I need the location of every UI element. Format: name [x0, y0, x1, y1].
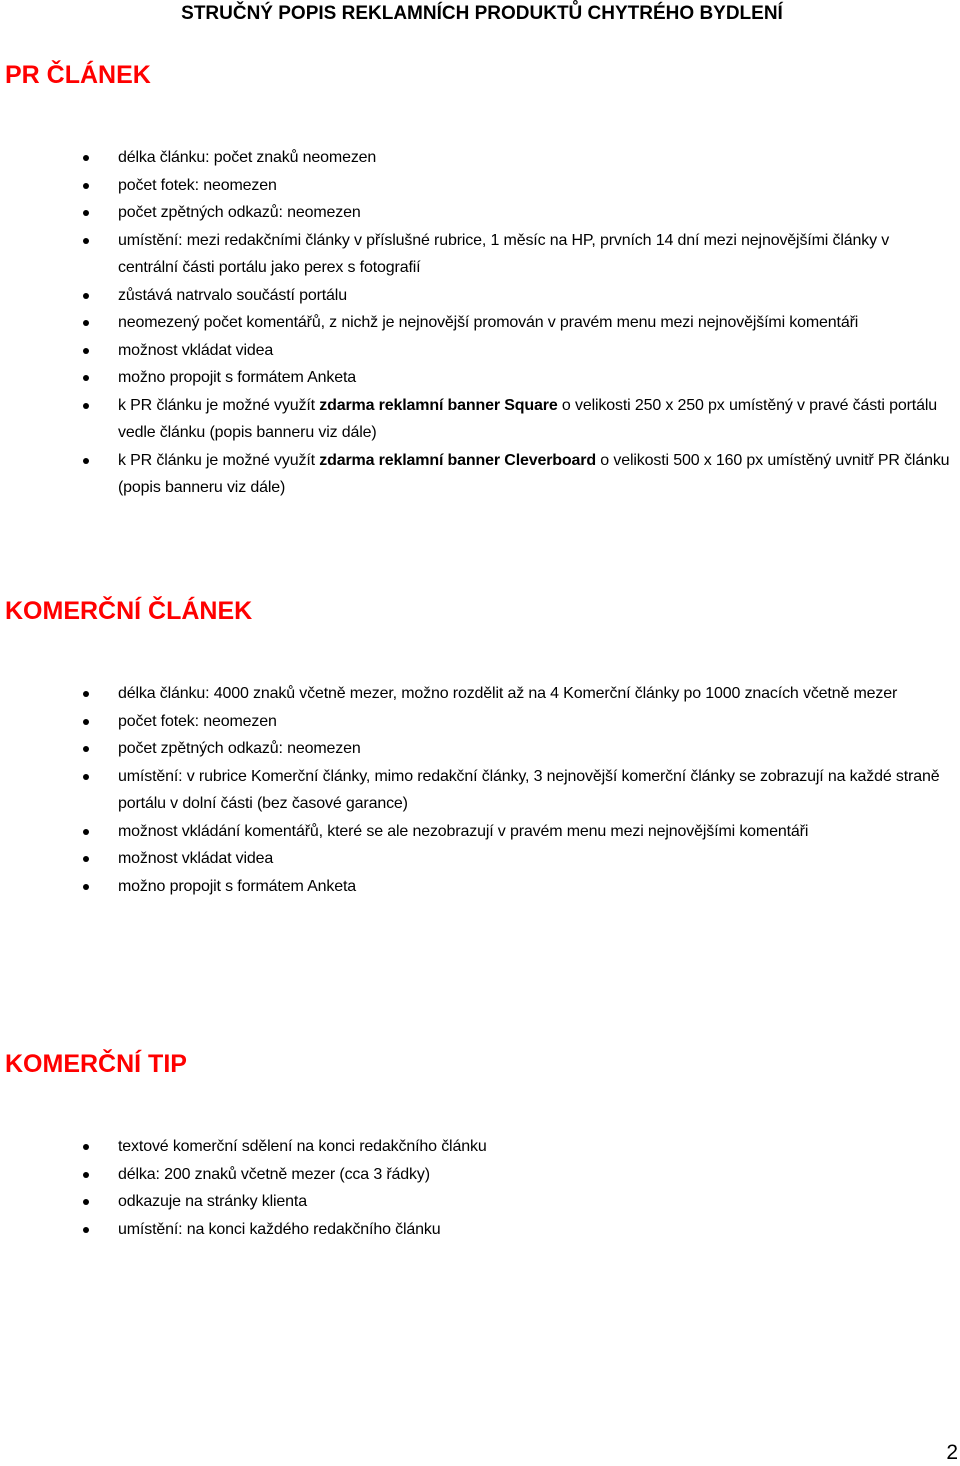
- list-item-text: umístění: mezi redakčními články v příslušné rubrice, 1 měsíc na HP, prvních 14 dní mezi nejnovějšími články v centrální části portálu jako perex s fotografií: [118, 231, 890, 276]
- list-item-banner-square: [0, 392, 960, 447]
- list-item-text: možnost vkládat videa: [118, 850, 274, 867]
- bullet-icon: [83, 348, 89, 354]
- list-item-text: možnost vkládat videa: [118, 341, 274, 359]
- section-heading-commercial-article: KOMERČNÍ ČLÁNEK: [5, 597, 253, 625]
- list-item-text: počet zpětných odkazů: neomezen: [118, 740, 361, 757]
- list-item: [0, 1216, 960, 1244]
- bullet-icon: [83, 856, 89, 862]
- banner-cleverboard-text-before: k PR článku je možné využít: [118, 451, 320, 469]
- banner-cleverboard-text-after: o velikosti 500 x 160 px umístěný uvnitř PR článku (popis banneru viz dále): [118, 451, 950, 496]
- list-item: [0, 227, 960, 282]
- bullet-icon: [83, 774, 89, 780]
- list-item: [0, 1133, 960, 1161]
- list-item-text: počet zpětných odkazů: neomezen: [118, 204, 361, 221]
- bullet-icon: [83, 884, 89, 890]
- section-heading-commercial-tip: KOMERČNÍ TIP: [5, 1050, 187, 1078]
- list-item: [0, 1161, 960, 1189]
- section-heading-pr-article: PR ČLÁNEK: [5, 61, 151, 89]
- commercial-tip-list: [0, 1133, 960, 1243]
- bullet-icon: [83, 1172, 89, 1178]
- list-item: [0, 763, 960, 818]
- list-item-text: možnost vkládání komentářů, které se ale nezobrazují v pravém menu mezi nejnovějšími komentáři: [118, 822, 809, 840]
- section-commercial-article: [0, 596, 960, 900]
- list-item-text: umístění: v rubrice Komerční články, mimo redakční články, 3 nejnovější komerční články se zobrazují na každé straně portálu v dolní části (bez časové garance): [118, 767, 940, 812]
- bullet-icon: [83, 320, 89, 326]
- bullet-icon: [83, 829, 89, 835]
- bullet-icon: [83, 1144, 89, 1150]
- bullet-icon: [83, 183, 89, 189]
- banner-square-text-bold: zdarma reklamní banner Square: [319, 396, 558, 414]
- list-item-text: zůstává natrvalo součástí portálu: [118, 286, 347, 304]
- list-item: [0, 845, 960, 873]
- bullet-icon: [83, 210, 89, 216]
- list-item: [0, 708, 960, 736]
- list-item-banner-cleverboard: [0, 447, 960, 502]
- list-item-text: odkazuje na stránky klienta: [118, 1193, 307, 1210]
- list-item: [0, 172, 960, 200]
- banner-square-text-after: o velikosti 250 x 250 px umístěný v pravé části portálu vedle článku (popis banneru viz dále): [118, 396, 937, 441]
- bullet-icon: [83, 375, 89, 381]
- bullet-icon: [83, 238, 89, 244]
- bullet-icon: [83, 1199, 89, 1205]
- section-pr-article: [0, 60, 960, 502]
- list-item-text: neomezený počet komentářů, z nichž je nejnovější promován v pravém menu mezi nejnovějšími komentáři: [118, 314, 859, 331]
- banner-square-text-before: k PR článku je možné využít: [118, 396, 320, 414]
- list-item: [0, 309, 960, 337]
- list-item: [0, 199, 960, 227]
- bullet-icon: [83, 155, 89, 161]
- list-item-text: textové komerční sdělení na konci redakčního článku: [118, 1138, 487, 1155]
- list-item: [0, 680, 960, 708]
- list-item: [0, 282, 960, 310]
- list-item: [0, 873, 960, 901]
- list-item: [0, 144, 960, 172]
- banner-cleverboard-text-bold: zdarma reklamní banner Cleverboard: [319, 451, 597, 469]
- bullet-icon: [83, 293, 89, 299]
- bullet-icon: [83, 691, 89, 697]
- bullet-icon: [83, 746, 89, 752]
- page-number: 2: [946, 1441, 958, 1464]
- list-item-text: možno propojit s formátem Anketa: [118, 369, 356, 386]
- bullet-icon: [83, 458, 89, 464]
- bullet-icon: [83, 403, 89, 409]
- list-item-text: délka článku: 4000 znaků včetně mezer, možno rozdělit až na 4 Komerční články po 1000 znacích včetně mezer: [118, 685, 898, 702]
- list-item-text: počet fotek: neomezen: [118, 712, 277, 730]
- list-item: [0, 364, 960, 392]
- bullet-icon: [83, 719, 89, 725]
- list-item-text: délka: 200 znaků včetně mezer (cca 3 řádky): [118, 1165, 430, 1183]
- list-item: [0, 1188, 960, 1216]
- list-item-text: počet fotek: neomezen: [118, 176, 277, 194]
- pr-article-list: [0, 144, 960, 502]
- list-item-text: délka článku: počet znaků neomezen: [118, 149, 377, 166]
- commercial-article-list: [0, 680, 960, 900]
- list-item: [0, 818, 960, 846]
- list-item: [0, 337, 960, 365]
- bullet-icon: [83, 1227, 89, 1233]
- list-item: [0, 735, 960, 763]
- list-item-text: umístění: na konci každého redakčního článku: [118, 1220, 441, 1238]
- document-title: STRUČNÝ POPIS REKLAMNÍCH PRODUKTŮ CHYTRÉHO BYDLENÍ: [181, 3, 783, 24]
- list-item-text: možno propojit s formátem Anketa: [118, 877, 356, 895]
- section-commercial-tip: [0, 1049, 960, 1243]
